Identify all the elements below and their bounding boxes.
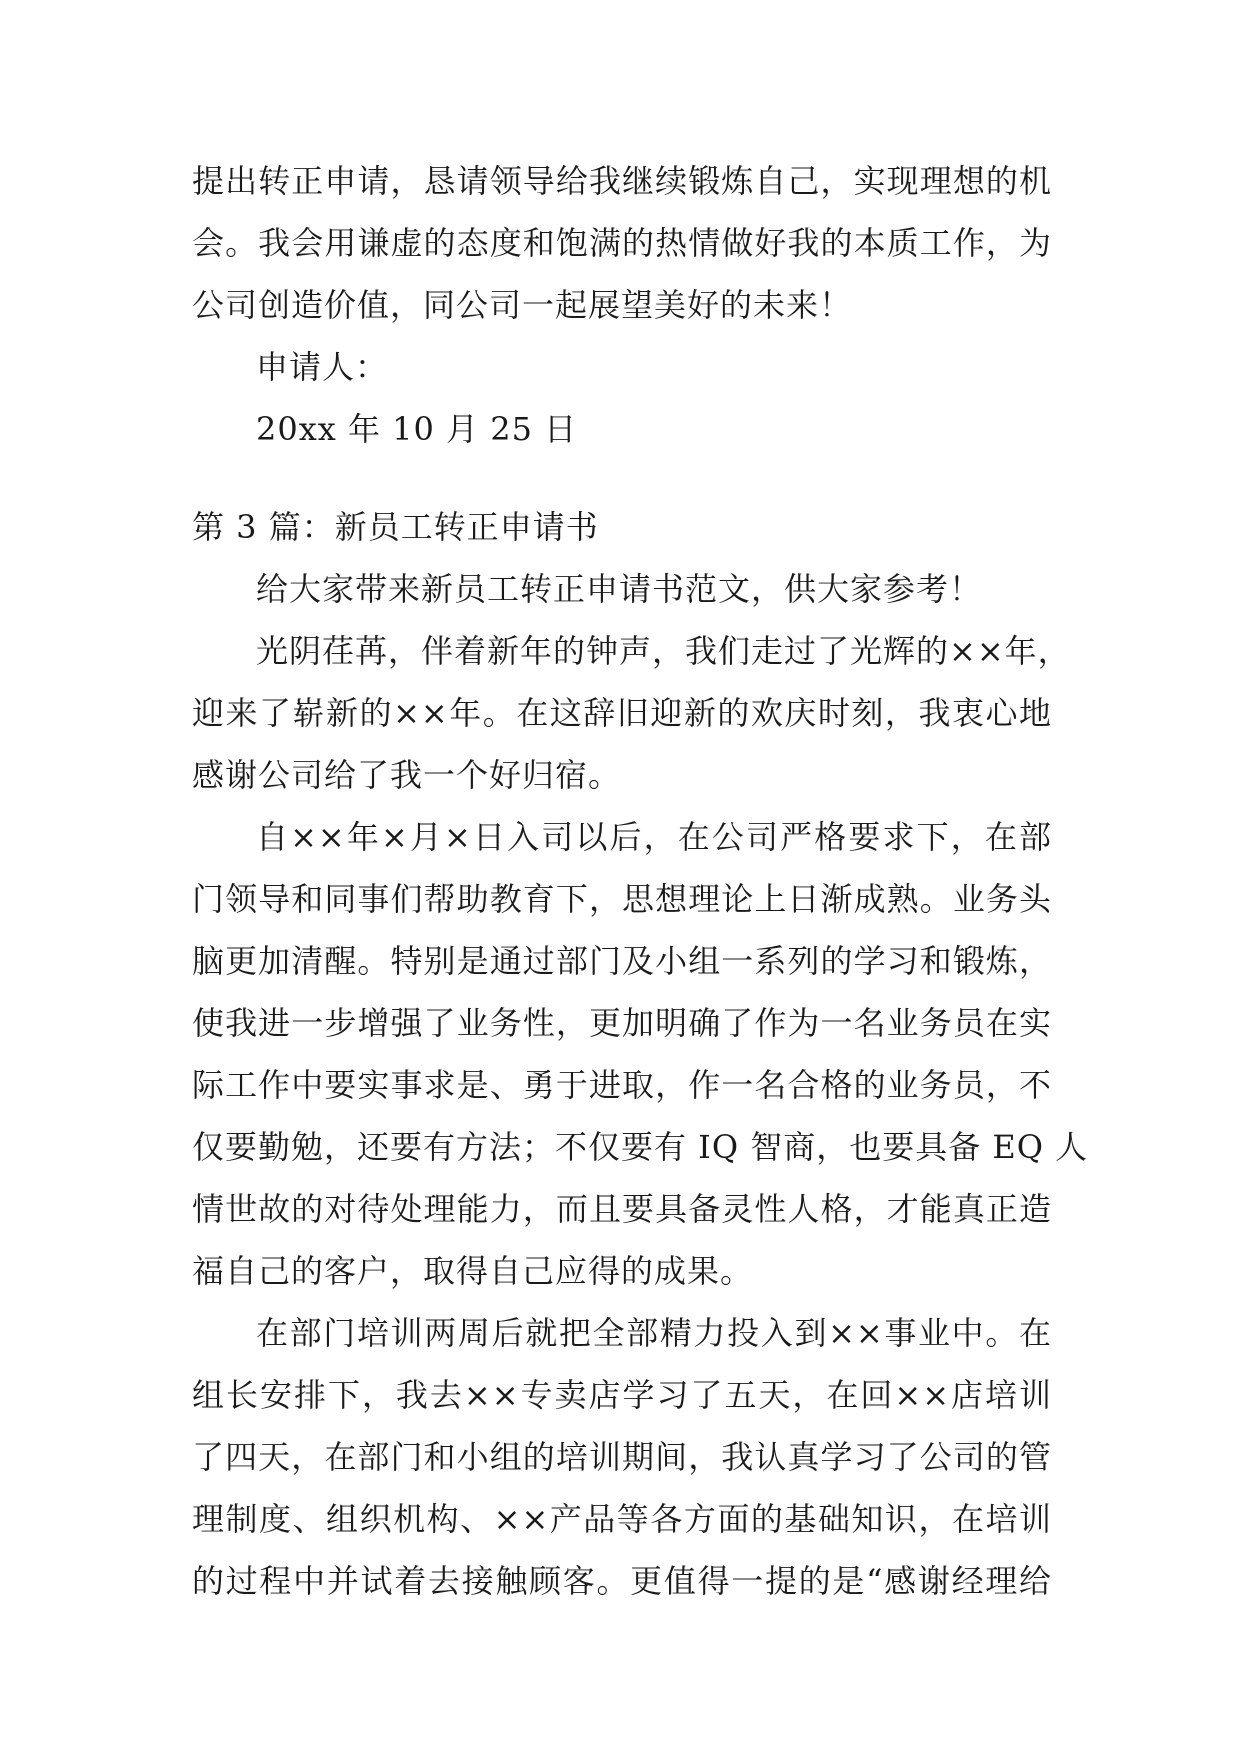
text-line: 情世故的对待处理能力，而且要具备灵性人格，才能真正造: [192, 1190, 1052, 1228]
text-line: 自××年×月×日入司以后，在公司严格要求下，在部: [256, 818, 1052, 856]
text-line: 福自己的客户，取得自己应得的成果。: [192, 1252, 754, 1290]
text-line: 光阴荏苒，伴着新年的钟声，我们走过了光辉的××年，: [256, 632, 1071, 670]
text-line: 仅要勤勉，还要有方法；不仅要有 IQ 智商，也要具备 EQ 人: [192, 1128, 1089, 1166]
text-line: 会。我会用谦虚的态度和饱满的热情做好我的本质工作，为: [192, 224, 1052, 262]
text-line: 使我进一步增强了业务性，更加明确了作为一名业务员在实: [192, 1004, 1052, 1042]
text-line: 迎来了崭新的××年。在这辞旧迎新的欢庆时刻，我衷心地: [192, 694, 1052, 732]
text-line: 在部门培训两周后就把全部精力投入到××事业中。在: [256, 1314, 1052, 1352]
intro-paragraph: [192, 150, 1052, 336]
text-line: 理制度、组织机构、××产品等各方面的基础知识，在培训: [192, 1500, 1052, 1538]
text-line: 际工作中要实事求是、勇于进取，作一名合格的业务员，不: [192, 1066, 1052, 1104]
text-line: 感谢公司给了我一个好归宿。: [192, 756, 622, 794]
text-line: 脑更加清醒。特别是通过部门及小组一系列的学习和锻炼，: [192, 942, 1052, 980]
section-spacer: [192, 460, 1052, 496]
section-intro-line: 给大家带来新员工转正申请书范文，供大家参考！: [256, 570, 983, 608]
document-body: [192, 150, 1089, 1612]
text-line: 了四天，在部门和小组的培训期间，我认真学习了公司的管: [192, 1438, 1052, 1476]
signature-date: 20xx 年 10 月 25 日: [256, 410, 578, 448]
section-title: 第 3 篇：新员工转正申请书: [192, 508, 599, 546]
text-line: 组长安排下，我去××专卖店学习了五天，在回××店培训: [192, 1376, 1052, 1414]
applicant-label: 申请人：: [256, 348, 389, 386]
text-line: 的过程中并试着去接触顾客。更值得一提的是“感谢经理给: [192, 1562, 1052, 1600]
text-line: 门领导和同事们帮助教育下，思想理论上日渐成熟。业务头: [192, 880, 1052, 918]
text-line: 提出转正申请，恳请领导给我继续锻炼自己，实现理想的机: [192, 162, 1052, 200]
paragraph-2: [192, 806, 1089, 1302]
text-line: 公司创造价值，同公司一起展望美好的未来！: [192, 286, 853, 324]
paragraph-3: [192, 1302, 1052, 1612]
paragraph-1: [192, 620, 1071, 806]
